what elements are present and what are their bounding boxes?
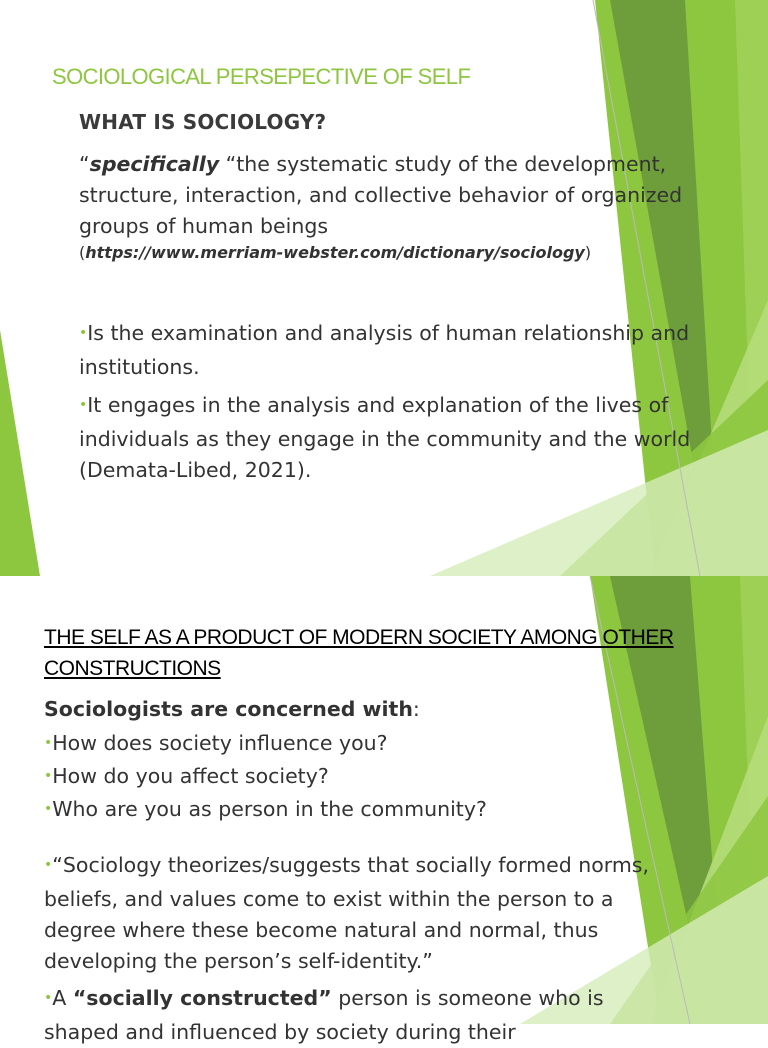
bullet-analysis (79, 390, 719, 486)
question-text: How does society influence you? (52, 731, 388, 755)
socially-constructed-emphasis: “socially constructed” (72, 986, 332, 1010)
slide-1-title: SOCIOLOGICAL PERSEPECTIVE OF SELF (52, 64, 471, 89)
socially-constructed-bullet (44, 983, 654, 1048)
bullet-icon: • (44, 857, 53, 873)
bullet-icon: • (44, 990, 53, 1006)
quote-text: “Sociology theorizes/suggests that socially formed norms, beliefs, and values come to exist within the person to a degree where these become natural and normal, thus developing the person’s self-identity.” (44, 853, 649, 973)
slide-2-title: THE SELF AS A PRODUCT OF MODERN SOCIETY AMONG OTHER CONSTRUCTIONS (44, 626, 674, 680)
bullet-text: Is the examination and analysis of human relationship and institutions. (79, 321, 690, 379)
source-url: https://www.merriam-webster.com/dictionary/sociology (85, 243, 585, 262)
sociology-theory-quote (44, 850, 654, 977)
list-item (44, 761, 487, 794)
concerned-with-heading (44, 697, 420, 721)
last-text: person is someone who is shaped and influenced by society during their (44, 986, 604, 1044)
list-item (44, 794, 487, 827)
last-prefix: A (52, 986, 73, 1010)
source-close-paren: ) (584, 243, 592, 262)
sociology-definition (79, 149, 719, 264)
bullet-icon: • (44, 801, 53, 817)
question-text: How do you affect society? (52, 764, 329, 788)
definition-text: “the systematic study of the development, structure, interaction, and collective behavior of organized groups of human beings (79, 152, 683, 238)
source-open-paren: ( (79, 243, 86, 262)
bullet-examination (79, 318, 719, 383)
bullet-icon: • (79, 397, 88, 413)
list-item (44, 728, 487, 761)
open-quote: “ (79, 152, 90, 176)
bullet-icon: • (44, 735, 53, 751)
definition-emphasis: specifically (89, 152, 220, 176)
bullet-text: It engages in the analysis and explanation of the lives of individuals as they engage in the community and the world (Demata-Libed, 2021). (79, 393, 691, 482)
concerned-with-colon: : (412, 697, 420, 721)
sociologist-questions-list (44, 728, 487, 827)
bullet-icon: • (44, 768, 53, 784)
what-is-sociology-heading: WHAT IS SOCIOLOGY? (79, 110, 327, 134)
concerned-with-text: Sociologists are concerned with (44, 697, 413, 721)
definition-source (79, 242, 719, 264)
bullet-icon: • (79, 325, 88, 341)
question-text: Who are you as person in the community? (52, 797, 487, 821)
